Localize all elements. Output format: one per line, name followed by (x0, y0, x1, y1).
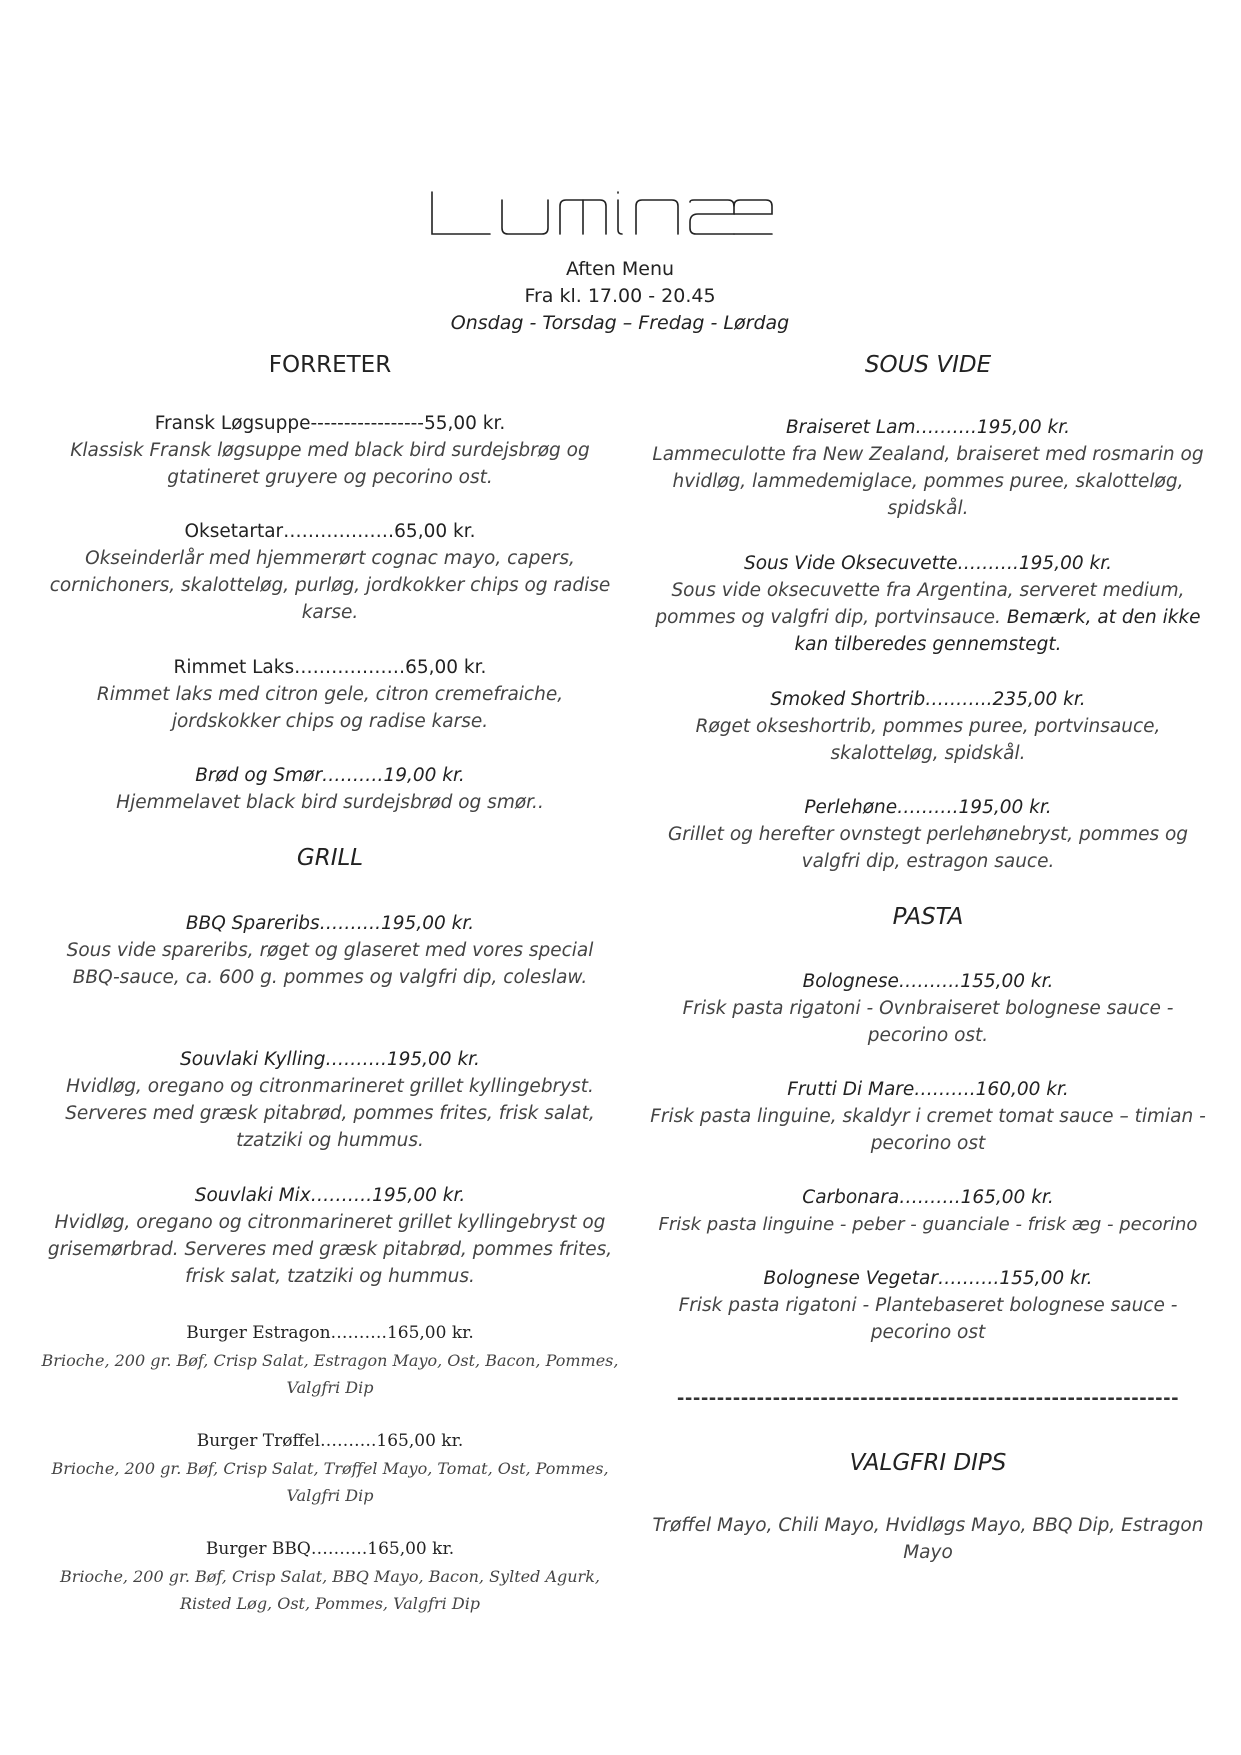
item-name: Carbonara……….165,00 kr. (802, 1187, 1054, 1208)
section-title-grill: GRILL (296, 845, 364, 871)
item-description: Frisk pasta linguine, skaldyr i cremet tomat sauce – timian - pecorino ost (650, 1106, 1206, 1154)
menu-item (40, 518, 620, 626)
item-description: Lammeculotte fra New Zealand, braiseret med rosmarin og hvidløg, lammedemiglace, pommes puree, skalotteløg, spidskål. (652, 444, 1204, 519)
item-description: Hvidløg, oregano og citronmarineret grillet kyllingebryst. Serveres med græsk pitabrød, pommes frites, frisk salat, tzatziki og hummus. (65, 1076, 595, 1151)
item-description: Hjemmelavet black bird surdejsbrød og smør.. (116, 792, 544, 813)
item-description: Frisk pasta linguine - peber - guanciale - frisk æg - pecorino (658, 1214, 1198, 1235)
menu-item (638, 686, 1218, 767)
menu-item (638, 414, 1218, 522)
item-description: Frisk pasta rigatoni - Plantebaseret bolognese sauce - pecorino ost (678, 1295, 1178, 1343)
item-description: Grillet og herefter ovnstegt perlehønebryst, pommes og valgfri dip, estragon sauce. (667, 824, 1189, 872)
menu-item (638, 1265, 1218, 1346)
menu-item (40, 1182, 620, 1290)
item-name: Rimmet Laks………………65,00 kr. (173, 657, 487, 678)
item-name: Braiseret Lam……….195,00 kr. (785, 417, 1071, 438)
item-name: Frutti Di Mare……….160,00 kr. (787, 1079, 1069, 1100)
item-description: Rimmet laks med citron gele, citron cremefraiche, jordskokker chips og radise karse. (96, 684, 564, 732)
item-name: Oksetartar………………65,00 kr. (184, 521, 476, 542)
item-description-text: Sous vide oksecuvette fra Argentina, serveret medium, pommes og valgfri dip, portvinsauce. (655, 580, 1185, 628)
item-description: Okseinderlår med hjemmerørt cognac mayo, capers, cornichoners, skalotteløg, purløg, jordkokker chips og radise karse. (49, 548, 611, 623)
item-description: Brioche, 200 gr. Bøf, Crisp Salat, Estragon Mayo, Ost, Bacon, Pommes, Valgfri Dip (41, 1351, 619, 1397)
item-description: Brioche, 200 gr. Bøf, Crisp Salat, BBQ Mayo, Bacon, Sylted Agurk, Risted Løg, Ost, Pommes, Valgfri Dip (60, 1567, 600, 1613)
menu-item (40, 1320, 620, 1401)
menu-item (40, 1046, 620, 1154)
dashed-separator: --------------------------------------------------------------- (676, 1388, 1180, 1409)
menu-item (40, 410, 620, 491)
section-title-pasta: PASTA (892, 904, 964, 930)
menu-item (40, 654, 620, 735)
menu-title: Aften Menu (565, 258, 675, 280)
item-description: Sous vide spareribs, røget og glaseret med vores special BBQ-sauce, ca. 600 g. pommes og valgfri dip, coleslaw. (66, 940, 594, 988)
item-name: Brød og Smør……….19,00 kr. (195, 765, 465, 786)
menu-item (638, 794, 1218, 875)
section-title-sous-vide: SOUS VIDE (864, 352, 992, 378)
menu-item (40, 1428, 620, 1509)
right-column (638, 0, 1218, 1755)
item-description: Frisk pasta rigatoni - Ovnbraiseret bolognese sauce - pecorino ost. (682, 998, 1174, 1046)
menu-item (638, 550, 1218, 658)
item-name: Bolognese……….155,00 kr. (802, 971, 1054, 992)
item-name: Souvlaki Mix……….195,00 kr. (194, 1185, 466, 1206)
item-description: Røget okseshortrib, pommes puree, portvinsauce, skalotteløg, spidskål. (695, 716, 1161, 764)
item-name: Burger Estragon……….165,00 kr. (186, 1323, 474, 1343)
menu-hours: Fra kl. 17.00 - 20.45 (524, 285, 716, 307)
item-name: Burger BBQ……….165,00 kr. (205, 1539, 455, 1559)
item-name: Souvlaki Kylling……….195,00 kr. (180, 1049, 480, 1070)
dips-list: Trøffel Mayo, Chili Mayo, Hvidløgs Mayo, BBQ Dip, Estragon Mayo (652, 1515, 1204, 1563)
item-name: Bolognese Vegetar……….155,00 kr. (763, 1268, 1093, 1289)
item-name: Sous Vide Oksecuvette……….195,00 kr. (743, 553, 1112, 574)
item-name: Fransk Løgsuppe-----------------55,00 kr. (154, 413, 506, 434)
item-name: Burger Trøffel……….165,00 kr. (196, 1431, 464, 1451)
menu-days: Onsdag - Torsdag – Fredag - Lørdag (450, 312, 790, 334)
menu-item (40, 1536, 620, 1617)
item-description: Klassisk Fransk løgsuppe med black bird surdejsbrøg og gtatineret gruyere og pecorino ost. (70, 440, 590, 488)
item-name: Perlehøne……….195,00 kr. (804, 797, 1052, 818)
item-name: Smoked Shortrib………..235,00 kr. (770, 689, 1086, 710)
item-description: Brioche, 200 gr. Bøf, Crisp Salat, Trøffel Mayo, Tomat, Ost, Pommes, Valgfri Dip (51, 1459, 609, 1505)
item-note: Bemærk, at den ikke kan tilberedes gennemstegt. (794, 607, 1201, 655)
item-description: Hvidløg, oregano og citronmarineret grillet kyllingebryst og grisemørbrad. Serveres med græsk pitabrød, pommes frites, frisk salat, tzatziki og hummus. (47, 1212, 613, 1287)
item-name: BBQ Spareribs……….195,00 kr. (185, 913, 475, 934)
menu-item (638, 968, 1218, 1049)
section-title-forreter: FORRETER (268, 352, 392, 378)
menu-item (40, 910, 620, 991)
item-description (638, 577, 1218, 658)
section-title-valgfri-dips: VALGFRI DIPS (849, 1450, 1007, 1476)
left-column (40, 0, 620, 1755)
menu-item (40, 762, 620, 816)
menu-item (638, 1184, 1218, 1238)
menu-item (638, 1076, 1218, 1157)
